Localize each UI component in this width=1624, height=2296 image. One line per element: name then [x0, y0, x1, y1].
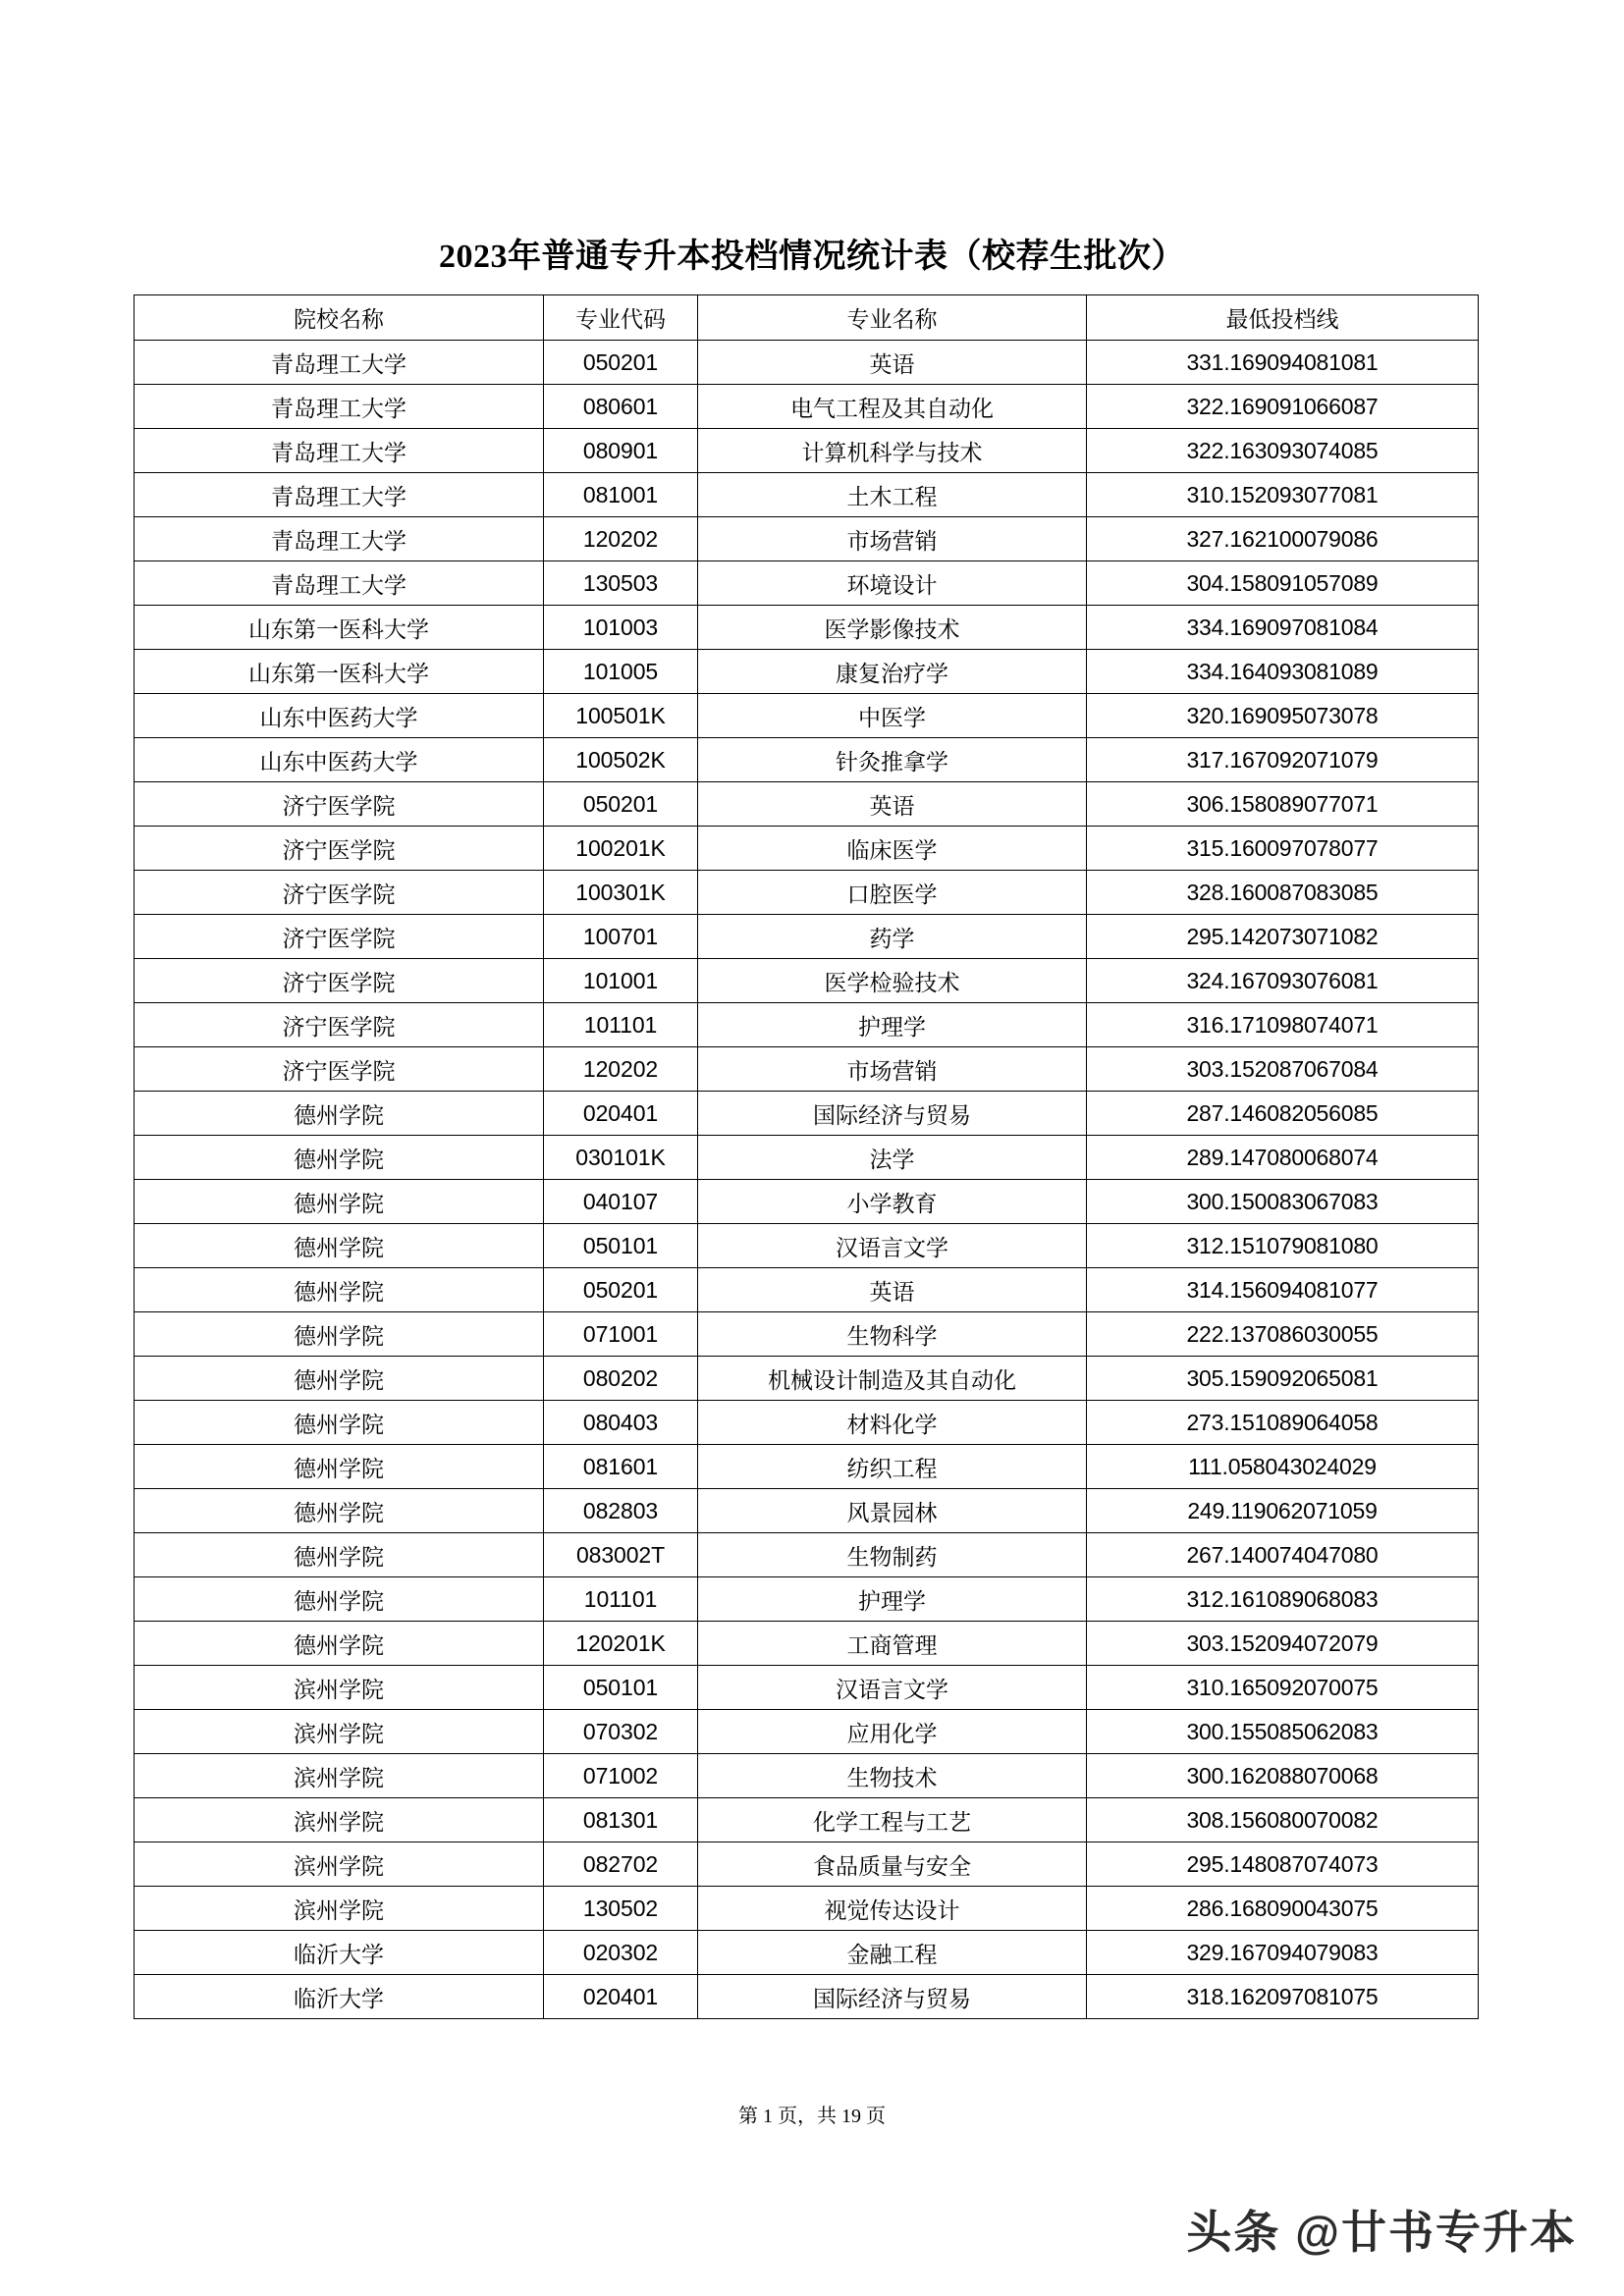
- cell-school: 德州学院: [135, 1092, 544, 1136]
- cell-min-score: 310.152093077081: [1087, 473, 1479, 517]
- cell-major-name: 市场营销: [698, 1047, 1087, 1092]
- table-row: [135, 473, 1479, 517]
- cell-min-score: 300.150083067083: [1087, 1180, 1479, 1224]
- table-row: [135, 1798, 1479, 1842]
- cell-school: 滨州学院: [135, 1887, 544, 1931]
- cell-major-name: 生物制药: [698, 1533, 1087, 1577]
- table-row: [135, 385, 1479, 429]
- cell-major-name: 计算机科学与技术: [698, 429, 1087, 473]
- table-row: [135, 1533, 1479, 1577]
- cell-major-code: 050101: [544, 1224, 698, 1268]
- cell-major-code: 080901: [544, 429, 698, 473]
- cell-school: 青岛理工大学: [135, 561, 544, 606]
- cell-min-score: 312.161089068083: [1087, 1577, 1479, 1622]
- cell-major-name: 康复治疗学: [698, 650, 1087, 694]
- table-row: [135, 827, 1479, 871]
- table-row: [135, 1577, 1479, 1622]
- cell-min-score: 222.137086030055: [1087, 1312, 1479, 1357]
- cell-min-score: 324.167093076081: [1087, 959, 1479, 1003]
- cell-min-score: 331.169094081081: [1087, 341, 1479, 385]
- table-row: [135, 1975, 1479, 2019]
- table-row: [135, 561, 1479, 606]
- cell-school: 山东第一医科大学: [135, 606, 544, 650]
- cell-major-code: 100501K: [544, 694, 698, 738]
- cell-school: 滨州学院: [135, 1754, 544, 1798]
- cell-major-name: 生物技术: [698, 1754, 1087, 1798]
- cell-min-score: 322.169091066087: [1087, 385, 1479, 429]
- statistics-table-container: [134, 294, 1478, 2019]
- cell-school: 滨州学院: [135, 1842, 544, 1887]
- cell-major-code: 040107: [544, 1180, 698, 1224]
- table-row: [135, 1312, 1479, 1357]
- watermark: 头条 @廿书专升本: [1186, 2207, 1577, 2258]
- table-row: [135, 959, 1479, 1003]
- table-row: [135, 738, 1479, 782]
- cell-major-code: 100301K: [544, 871, 698, 915]
- cell-major-code: 080202: [544, 1357, 698, 1401]
- table-row: [135, 1136, 1479, 1180]
- cell-min-score: 295.148087074073: [1087, 1842, 1479, 1887]
- cell-major-name: 针灸推拿学: [698, 738, 1087, 782]
- cell-major-code: 100502K: [544, 738, 698, 782]
- cell-school: 青岛理工大学: [135, 473, 544, 517]
- cell-min-score: 334.164093081089: [1087, 650, 1479, 694]
- cell-major-code: 120202: [544, 517, 698, 561]
- cell-school: 青岛理工大学: [135, 341, 544, 385]
- cell-major-name: 化学工程与工艺: [698, 1798, 1087, 1842]
- cell-school: 济宁医学院: [135, 782, 544, 827]
- cell-school: 滨州学院: [135, 1798, 544, 1842]
- cell-school: 德州学院: [135, 1533, 544, 1577]
- table-row: [135, 429, 1479, 473]
- cell-school: 山东中医药大学: [135, 694, 544, 738]
- cell-major-code: 101001: [544, 959, 698, 1003]
- cell-major-code: 071002: [544, 1754, 698, 1798]
- cell-min-score: 287.146082056085: [1087, 1092, 1479, 1136]
- column-header-major-code: 专业代码: [544, 295, 698, 341]
- cell-major-name: 英语: [698, 341, 1087, 385]
- cell-major-name: 市场营销: [698, 517, 1087, 561]
- cell-major-name: 材料化学: [698, 1401, 1087, 1445]
- cell-school: 德州学院: [135, 1180, 544, 1224]
- cell-major-name: 纺织工程: [698, 1445, 1087, 1489]
- cell-major-code: 080403: [544, 1401, 698, 1445]
- cell-major-code: 020401: [544, 1975, 698, 2019]
- table-header-row: [135, 295, 1479, 341]
- table-row: [135, 1754, 1479, 1798]
- cell-major-code: 050201: [544, 341, 698, 385]
- column-header-min-score: 最低投档线: [1087, 295, 1479, 341]
- cell-min-score: 303.152087067084: [1087, 1047, 1479, 1092]
- cell-major-code: 120201K: [544, 1622, 698, 1666]
- table-row: [135, 1445, 1479, 1489]
- cell-major-code: 071001: [544, 1312, 698, 1357]
- table-row: [135, 1622, 1479, 1666]
- cell-school: 济宁医学院: [135, 1047, 544, 1092]
- cell-min-score: 308.156080070082: [1087, 1798, 1479, 1842]
- cell-major-code: 130502: [544, 1887, 698, 1931]
- table-row: [135, 1931, 1479, 1975]
- table-header: [135, 295, 1479, 341]
- cell-major-name: 英语: [698, 1268, 1087, 1312]
- cell-school: 青岛理工大学: [135, 517, 544, 561]
- table-row: [135, 915, 1479, 959]
- cell-major-code: 080601: [544, 385, 698, 429]
- cell-min-score: 249.119062071059: [1087, 1489, 1479, 1533]
- cell-major-name: 小学教育: [698, 1180, 1087, 1224]
- table-row: [135, 1357, 1479, 1401]
- cell-min-score: 312.151079081080: [1087, 1224, 1479, 1268]
- cell-min-score: 327.162100079086: [1087, 517, 1479, 561]
- cell-major-code: 101101: [544, 1577, 698, 1622]
- cell-major-name: 中医学: [698, 694, 1087, 738]
- table-row: [135, 650, 1479, 694]
- cell-major-code: 081601: [544, 1445, 698, 1489]
- cell-major-name: 药学: [698, 915, 1087, 959]
- cell-major-code: 100201K: [544, 827, 698, 871]
- cell-major-name: 汉语言文学: [698, 1666, 1087, 1710]
- cell-min-score: 310.165092070075: [1087, 1666, 1479, 1710]
- cell-school: 德州学院: [135, 1224, 544, 1268]
- cell-min-score: 328.160087083085: [1087, 871, 1479, 915]
- cell-major-code: 081301: [544, 1798, 698, 1842]
- cell-major-code: 050201: [544, 782, 698, 827]
- table-row: [135, 1666, 1479, 1710]
- cell-major-code: 082803: [544, 1489, 698, 1533]
- table-row: [135, 1092, 1479, 1136]
- cell-school: 济宁医学院: [135, 915, 544, 959]
- cell-major-code: 130503: [544, 561, 698, 606]
- cell-major-name: 工商管理: [698, 1622, 1087, 1666]
- cell-major-code: 081001: [544, 473, 698, 517]
- cell-school: 德州学院: [135, 1357, 544, 1401]
- cell-school: 德州学院: [135, 1312, 544, 1357]
- cell-min-score: 314.156094081077: [1087, 1268, 1479, 1312]
- cell-major-name: 金融工程: [698, 1931, 1087, 1975]
- cell-min-score: 300.155085062083: [1087, 1710, 1479, 1754]
- cell-major-name: 机械设计制造及其自动化: [698, 1357, 1087, 1401]
- cell-major-name: 护理学: [698, 1003, 1087, 1047]
- cell-school: 德州学院: [135, 1136, 544, 1180]
- cell-major-name: 汉语言文学: [698, 1224, 1087, 1268]
- table-body: [135, 341, 1479, 2019]
- cell-school: 德州学院: [135, 1577, 544, 1622]
- cell-min-score: 317.167092071079: [1087, 738, 1479, 782]
- table-row: [135, 1401, 1479, 1445]
- cell-major-name: 电气工程及其自动化: [698, 385, 1087, 429]
- cell-major-code: 120202: [544, 1047, 698, 1092]
- cell-school: 济宁医学院: [135, 827, 544, 871]
- statistics-table: [134, 294, 1479, 2019]
- cell-min-score: 295.142073071082: [1087, 915, 1479, 959]
- cell-major-code: 100701: [544, 915, 698, 959]
- cell-school: 滨州学院: [135, 1710, 544, 1754]
- cell-school: 青岛理工大学: [135, 385, 544, 429]
- cell-major-name: 法学: [698, 1136, 1087, 1180]
- cell-major-code: 050101: [544, 1666, 698, 1710]
- cell-school: 济宁医学院: [135, 959, 544, 1003]
- column-header-major-name: 专业名称: [698, 295, 1087, 341]
- cell-major-name: 国际经济与贸易: [698, 1975, 1087, 2019]
- cell-major-code: 050201: [544, 1268, 698, 1312]
- cell-school: 青岛理工大学: [135, 429, 544, 473]
- cell-min-score: 111.058043024029: [1087, 1445, 1479, 1489]
- table-row: [135, 1224, 1479, 1268]
- cell-school: 德州学院: [135, 1401, 544, 1445]
- table-row: [135, 1268, 1479, 1312]
- cell-min-score: 320.169095073078: [1087, 694, 1479, 738]
- cell-school: 德州学院: [135, 1489, 544, 1533]
- cell-major-code: 101101: [544, 1003, 698, 1047]
- cell-major-code: 101005: [544, 650, 698, 694]
- cell-school: 济宁医学院: [135, 1003, 544, 1047]
- cell-major-name: 国际经济与贸易: [698, 1092, 1087, 1136]
- cell-major-code: 020401: [544, 1092, 698, 1136]
- table-row: [135, 341, 1479, 385]
- cell-min-score: 315.160097078077: [1087, 827, 1479, 871]
- cell-major-name: 土木工程: [698, 473, 1087, 517]
- table-row: [135, 1710, 1479, 1754]
- cell-school: 济宁医学院: [135, 871, 544, 915]
- table-row: [135, 1003, 1479, 1047]
- cell-school: 临沂大学: [135, 1975, 544, 2019]
- table-row: [135, 694, 1479, 738]
- column-header-school: 院校名称: [135, 295, 544, 341]
- cell-min-score: 304.158091057089: [1087, 561, 1479, 606]
- cell-school: 滨州学院: [135, 1666, 544, 1710]
- table-row: [135, 1887, 1479, 1931]
- cell-min-score: 300.162088070068: [1087, 1754, 1479, 1798]
- cell-school: 德州学院: [135, 1622, 544, 1666]
- cell-min-score: 289.147080068074: [1087, 1136, 1479, 1180]
- cell-min-score: 273.151089064058: [1087, 1401, 1479, 1445]
- cell-min-score: 267.140074047080: [1087, 1533, 1479, 1577]
- cell-major-name: 环境设计: [698, 561, 1087, 606]
- cell-major-code: 082702: [544, 1842, 698, 1887]
- table-row: [135, 1489, 1479, 1533]
- cell-major-code: 083002T: [544, 1533, 698, 1577]
- cell-min-score: 286.168090043075: [1087, 1887, 1479, 1931]
- page-title: 2023年普通专升本投档情况统计表（校荐生批次）: [439, 239, 1185, 275]
- cell-major-name: 视觉传达设计: [698, 1887, 1087, 1931]
- table-row: [135, 1842, 1479, 1887]
- cell-major-code: 101003: [544, 606, 698, 650]
- cell-min-score: 329.167094079083: [1087, 1931, 1479, 1975]
- cell-major-name: 护理学: [698, 1577, 1087, 1622]
- table-row: [135, 517, 1479, 561]
- cell-major-name: 英语: [698, 782, 1087, 827]
- cell-school: 临沂大学: [135, 1931, 544, 1975]
- cell-major-name: 应用化学: [698, 1710, 1087, 1754]
- cell-min-score: 318.162097081075: [1087, 1975, 1479, 2019]
- table-row: [135, 1180, 1479, 1224]
- cell-school: 山东中医药大学: [135, 738, 544, 782]
- cell-min-score: 316.171098074071: [1087, 1003, 1479, 1047]
- cell-major-name: 临床医学: [698, 827, 1087, 871]
- table-row: [135, 782, 1479, 827]
- cell-major-code: 030101K: [544, 1136, 698, 1180]
- table-row: [135, 871, 1479, 915]
- cell-school: 德州学院: [135, 1268, 544, 1312]
- page-number-footer: 第 1 页，共 19 页: [738, 2106, 886, 2127]
- cell-school: 山东第一医科大学: [135, 650, 544, 694]
- cell-major-name: 风景园林: [698, 1489, 1087, 1533]
- table-row: [135, 606, 1479, 650]
- cell-min-score: 305.159092065081: [1087, 1357, 1479, 1401]
- cell-major-name: 口腔医学: [698, 871, 1087, 915]
- cell-school: 德州学院: [135, 1445, 544, 1489]
- cell-min-score: 306.158089077071: [1087, 782, 1479, 827]
- cell-min-score: 303.152094072079: [1087, 1622, 1479, 1666]
- cell-major-code: 020302: [544, 1931, 698, 1975]
- cell-major-name: 生物科学: [698, 1312, 1087, 1357]
- cell-major-name: 医学检验技术: [698, 959, 1087, 1003]
- cell-major-code: 070302: [544, 1710, 698, 1754]
- cell-min-score: 334.169097081084: [1087, 606, 1479, 650]
- table-row: [135, 1047, 1479, 1092]
- cell-min-score: 322.163093074085: [1087, 429, 1479, 473]
- cell-major-name: 医学影像技术: [698, 606, 1087, 650]
- cell-major-name: 食品质量与安全: [698, 1842, 1087, 1887]
